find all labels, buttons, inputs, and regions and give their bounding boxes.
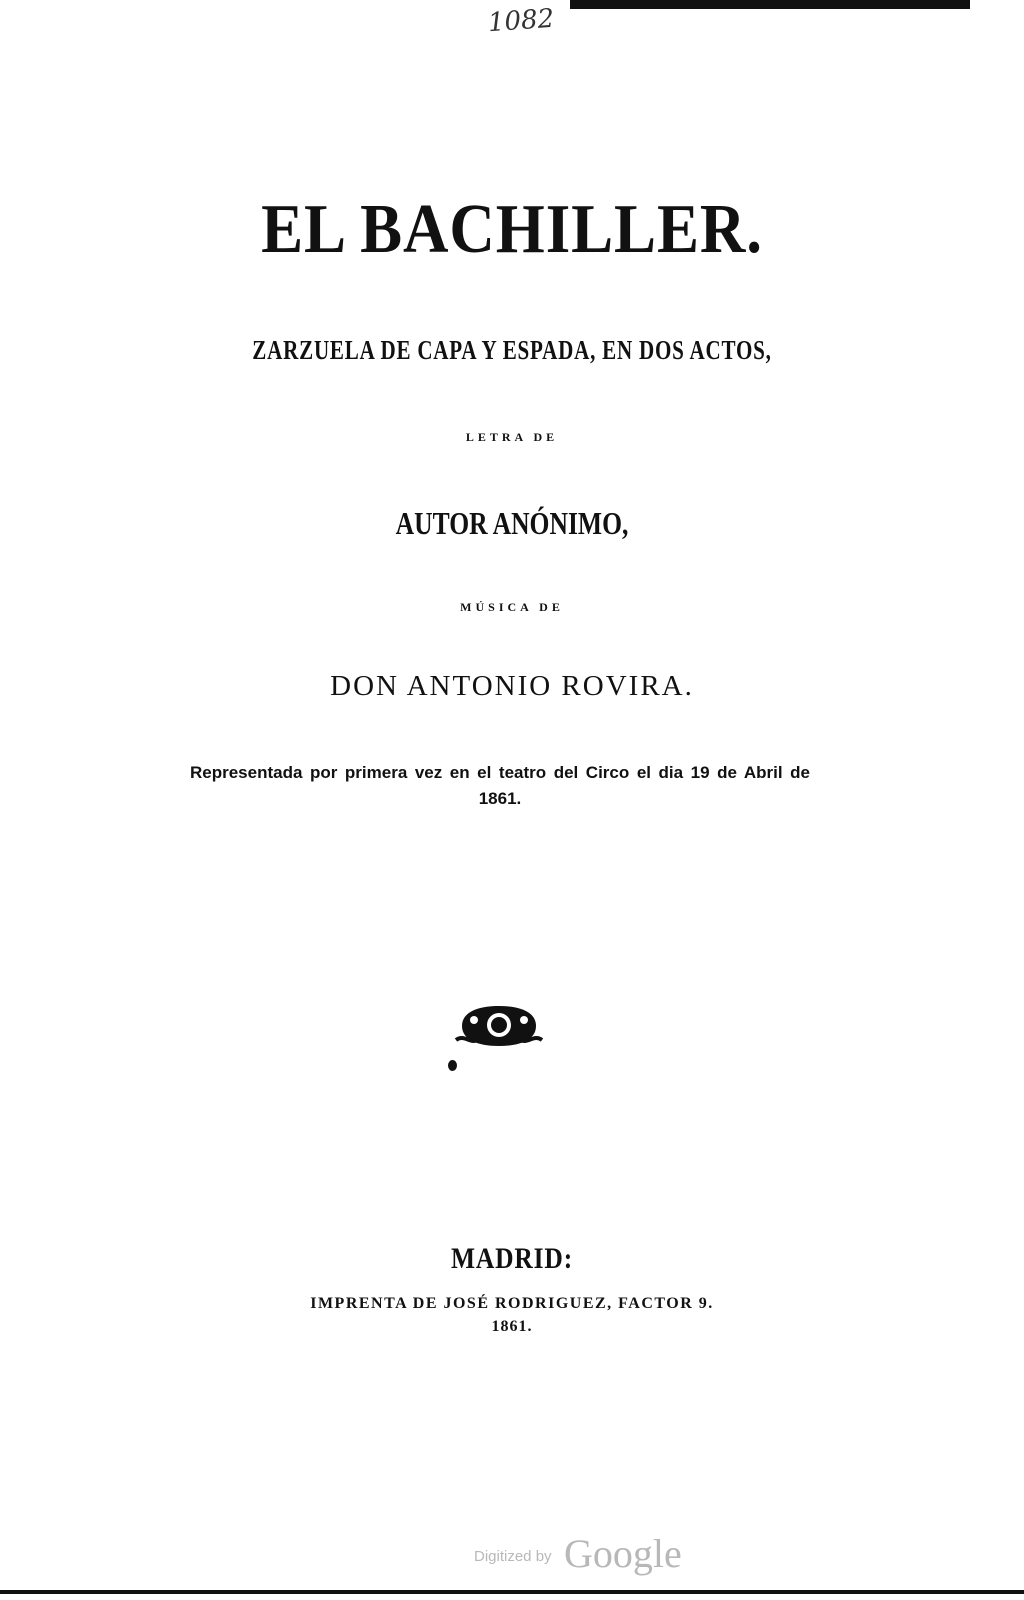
lyrics-label: LETRA DE [465, 430, 559, 444]
watermark-prefix: Digitized by [474, 1548, 552, 1565]
digitization-watermark [474, 1530, 714, 1574]
watermark-brand: Google [564, 1531, 682, 1576]
work-subtitle: ZARZUELA DE CAPA Y ESPADA, EN DOS ACTOS, [252, 335, 772, 365]
printer-ornament-icon [454, 1000, 544, 1050]
music-label: MÚSICA DE [460, 600, 564, 614]
composer-name: DON ANTONIO ROVIRA. [330, 670, 694, 702]
imprint-year: 1861. [491, 1318, 533, 1335]
top-edge-rule [570, 0, 970, 9]
imprint-printer: IMPRENTA DE JOSÉ RODRIGUEZ, FACTOR 9. [310, 1295, 714, 1312]
bottom-edge-rule [0, 1590, 1024, 1594]
author-name: AUTOR ANÓNIMO, [395, 505, 629, 541]
performance-note: Representada por primera vez en el teatro del Circo el dia 19 de Abril de 1861. [190, 763, 810, 808]
work-title: EL BACHILLER. [261, 191, 763, 268]
ornament-dot [448, 1060, 457, 1071]
imprint-city: MADRID: [450, 1242, 574, 1275]
handwritten-shelfmark: 1082 [487, 3, 556, 39]
